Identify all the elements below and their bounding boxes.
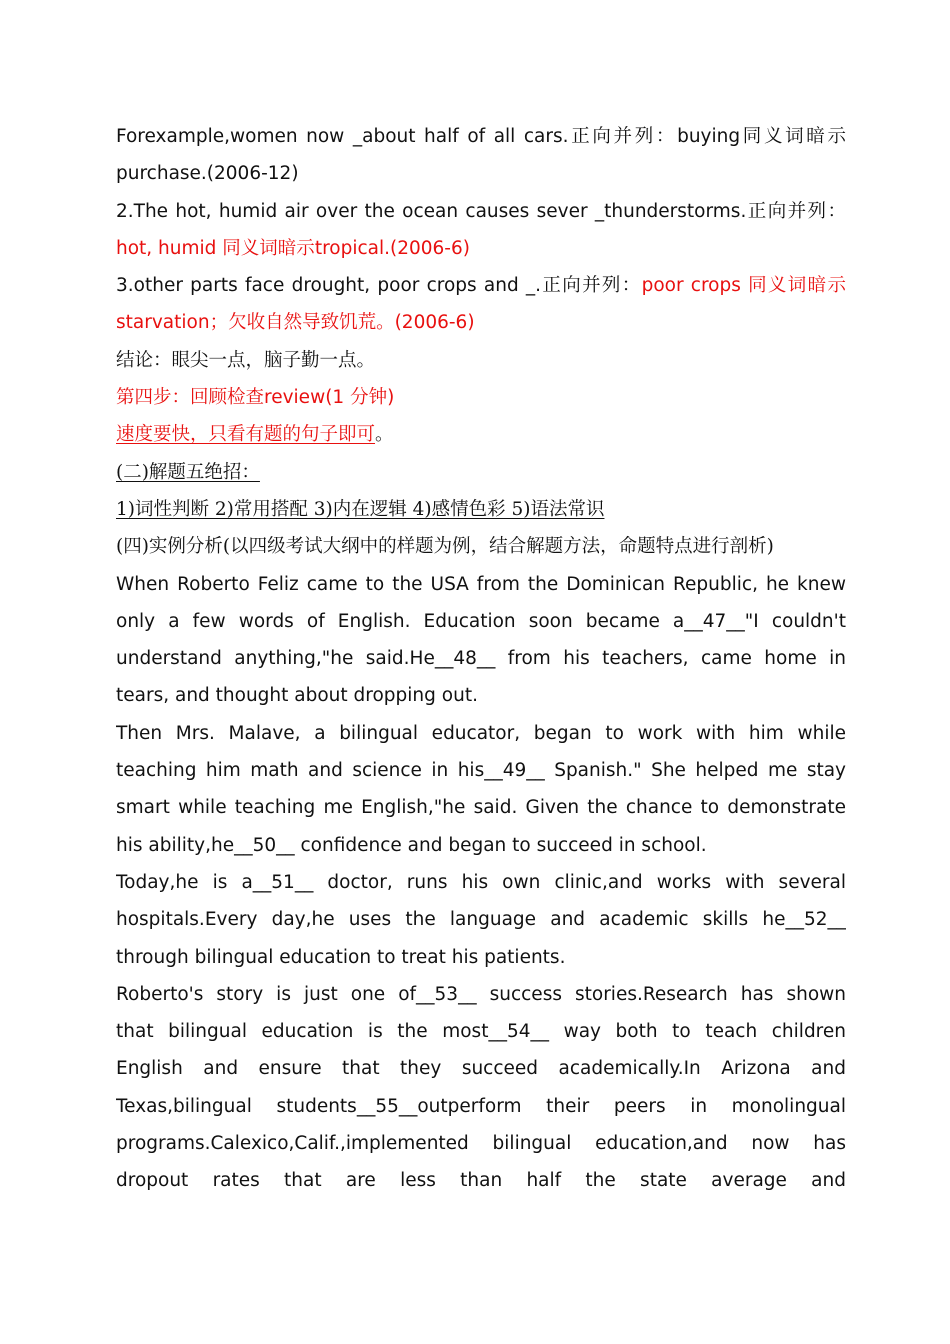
text-segment: that bilingual education is the most__54__ way both to teach children xyxy=(116,1021,846,1043)
text-line xyxy=(116,155,846,192)
text-segment: understand anything,"he said.He__48__ from his teachers, came home in xyxy=(116,648,846,670)
text-segment: Forexample,women now _about half of all cars. xyxy=(116,126,569,147)
text-segment: 。 xyxy=(375,424,394,446)
text-line xyxy=(116,939,846,976)
text-line xyxy=(116,267,846,304)
document-page xyxy=(116,118,846,1200)
text-line xyxy=(116,827,846,864)
text-segment: ；欠收自然导致饥荒。 xyxy=(209,312,395,334)
text-line xyxy=(116,603,846,640)
text-segment: buying xyxy=(677,126,741,147)
text-line xyxy=(116,1088,846,1125)
text-segment: When Roberto Feliz came to the USA from the Dominican Republic, he knew xyxy=(116,573,846,595)
text-line xyxy=(116,1162,846,1199)
text-line xyxy=(116,193,846,230)
text-segment: review(1 xyxy=(264,387,351,409)
text-segment: Texas,bilingual students__55__outperform their peers in monolingual xyxy=(116,1095,846,1117)
text-line xyxy=(116,901,846,938)
text-segment: tears, and thought about dropping out. xyxy=(116,685,478,707)
text-segment: (2006-6) xyxy=(394,312,475,334)
text-segment: (四)实例分析(以四级考试大纲中的样题为例，结合解题方法，命题特点进行剖析) xyxy=(116,536,774,558)
text-line xyxy=(116,1013,846,1050)
text-segment: programs.Calexico,Calif.,implemented bilingual education,and now has xyxy=(116,1133,846,1155)
text-segment: poor crops xyxy=(641,275,749,297)
text-segment: 同义词暗示 xyxy=(222,237,315,259)
text-segment: 正向并列： xyxy=(568,126,678,147)
text-segment: 同义词暗示 xyxy=(748,275,846,297)
text-segment: 1)词性判断 2)常用搭配 3)内在逻辑 4)感情色彩 5)语法常识 xyxy=(116,498,605,520)
text-segment: teaching him math and science in his__49__ Spanish." She helped me stay xyxy=(116,760,846,782)
text-line xyxy=(116,752,846,789)
text-line xyxy=(116,640,846,677)
text-line xyxy=(116,379,846,416)
text-line xyxy=(116,976,846,1013)
text-segment: English and ensure that they succeed academically.In Arizona and xyxy=(116,1058,846,1080)
text-line xyxy=(116,454,846,491)
text-line xyxy=(116,416,846,453)
text-line xyxy=(116,342,846,379)
text-segment: smart while teaching me English,"he said. Given the chance to demonstrate xyxy=(116,797,846,819)
text-segment: 正向并列： xyxy=(746,200,846,222)
text-segment: 分钟 xyxy=(350,387,388,409)
text-segment: 3.other parts face drought, poor crops and _. xyxy=(116,275,542,297)
text-segment: Then Mrs. Malave, a bilingual educator, began to work with him while xyxy=(116,722,846,744)
text-line xyxy=(116,491,846,528)
text-segment: purchase.(2006-12) xyxy=(116,163,299,185)
text-line xyxy=(116,118,846,155)
text-segment: starvation xyxy=(116,312,210,334)
text-line xyxy=(116,677,846,714)
text-segment: hospitals.Every day,he uses the language and academic skills he__52__ xyxy=(116,909,846,931)
text-segment: tropical.(2006-6) xyxy=(314,237,470,259)
text-segment: 结论：眼尖一点，脑子勤一点。 xyxy=(116,349,376,371)
text-line xyxy=(116,789,846,826)
text-segment: 正向并列： xyxy=(541,275,642,297)
text-line xyxy=(116,1125,846,1162)
text-line xyxy=(116,1050,846,1087)
text-segment: dropout rates that are less than half the state average and xyxy=(116,1170,846,1192)
text-line xyxy=(116,304,846,341)
text-segment: through bilingual education to treat his patients. xyxy=(116,946,566,968)
text-segment: only a few words of English. Education soon became a__47__"I couldn't xyxy=(116,610,846,632)
text-line xyxy=(116,528,846,565)
text-segment: Today,he is a__51__ doctor, runs his own clinic,and works with several xyxy=(116,871,846,893)
text-line xyxy=(116,864,846,901)
text-segment: ) xyxy=(387,387,395,409)
text-segment: Roberto's story is just one of__53__ success stories.Research has shown xyxy=(116,983,846,1005)
text-segment: hot, humid xyxy=(116,237,223,259)
text-line xyxy=(116,715,846,752)
text-segment: 第四步：回顾检查 xyxy=(116,387,265,409)
text-segment: 速度要快，只看有题的句子即可 xyxy=(116,424,376,446)
text-line xyxy=(116,230,846,267)
text-segment: (二)解题五绝招： xyxy=(116,461,260,483)
text-segment: his ability,he__50__ confidence and began to succeed in school. xyxy=(116,834,707,856)
text-segment: 2.The hot, humid air over the ocean causes sever _thunderstorms. xyxy=(116,200,747,222)
text-line xyxy=(116,566,846,603)
text-segment: 同义词暗示 xyxy=(740,126,846,147)
